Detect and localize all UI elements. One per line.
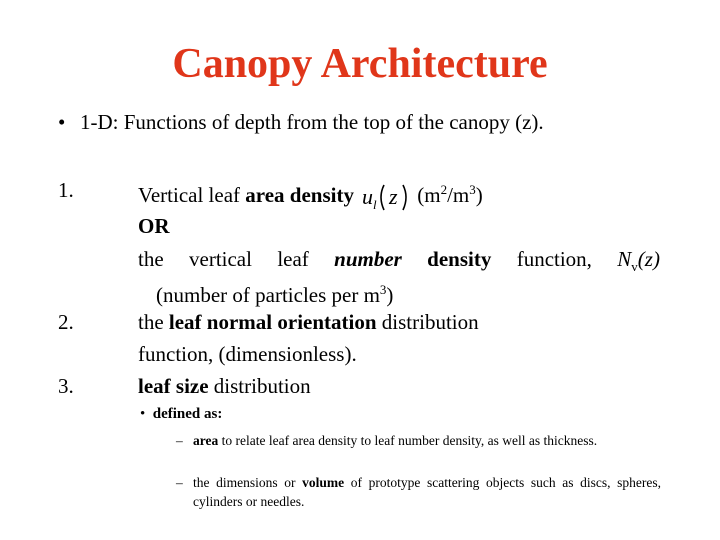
dash-2-text — [193, 473, 661, 511]
volume-bold: volume — [302, 475, 345, 490]
units-a: (m — [417, 183, 441, 207]
dash-2: – — [176, 475, 183, 490]
item-1-prefix: Vertical leaf — [138, 183, 246, 207]
item-2-line — [138, 308, 479, 336]
w4-number: number — [334, 247, 402, 271]
particles-a: (number of particles per m — [156, 283, 380, 307]
leaf-area-density-formula — [360, 181, 416, 213]
slide-title: Canopy Architecture — [172, 41, 548, 87]
defined-as-label: defined as: — [152, 406, 223, 422]
area-rest: to relate leaf area density to leaf number density, as well as thickness. — [218, 433, 598, 448]
w6: function, — [516, 247, 592, 271]
area-bold: area — [193, 433, 219, 448]
or-text: OR — [138, 214, 170, 238]
sub-bullet-mark: • — [140, 406, 146, 422]
formula-l: l — [373, 197, 377, 213]
dash-1-text — [193, 431, 661, 450]
item-2-line2: function, (dimensionless). — [138, 342, 357, 366]
units-c: ) — [475, 183, 483, 207]
item-2-prefix: the — [138, 310, 169, 334]
item-number-2: 2. — [58, 310, 74, 334]
intro-bullet — [58, 108, 544, 136]
volume-a: the dimensions or — [193, 475, 303, 490]
volume-b: of prototype scattering objects such as discs, spheres, cylinders or needles. — [193, 475, 661, 509]
intro-text: 1-D: Functions of depth from the top of the canopy (z). — [80, 110, 544, 134]
particles-b: ) — [386, 283, 394, 307]
formula-left-paren — [381, 185, 384, 210]
units-sup2: 3 — [469, 182, 476, 197]
nv-function — [617, 245, 660, 281]
item-3-suffix: distribution — [208, 374, 311, 398]
w3: leaf — [277, 247, 309, 271]
formula-right-paren — [403, 185, 406, 210]
item-3-line — [138, 372, 311, 400]
bullet-mark: • — [58, 110, 66, 134]
w2: vertical — [189, 247, 252, 271]
formula-z: z — [389, 184, 398, 210]
item-1-line — [138, 176, 483, 213]
item-2-suffix: distribution — [376, 310, 479, 334]
w1: the — [138, 247, 164, 271]
units-b: /m — [447, 183, 470, 207]
or-line — [138, 212, 170, 240]
item-1-bold: area density — [245, 183, 354, 207]
formula-u: u — [362, 184, 374, 210]
nv-sub: v — [631, 259, 638, 275]
item-3-bold: leaf size — [138, 374, 209, 398]
units-sup1: 2 — [440, 182, 448, 197]
particles-sup: 3 — [379, 282, 387, 297]
item-2-bold: leaf normal orientation — [168, 310, 377, 334]
defined-as-bullet — [140, 404, 222, 424]
item-1c-line — [156, 276, 393, 309]
nv-z: (z) — [637, 247, 660, 271]
item-number-3: 3. — [58, 374, 74, 398]
w5-density: density — [427, 247, 492, 271]
item-number-1: 1. — [58, 178, 74, 202]
nv-N: N — [617, 247, 632, 271]
dash-1: – — [176, 433, 183, 448]
